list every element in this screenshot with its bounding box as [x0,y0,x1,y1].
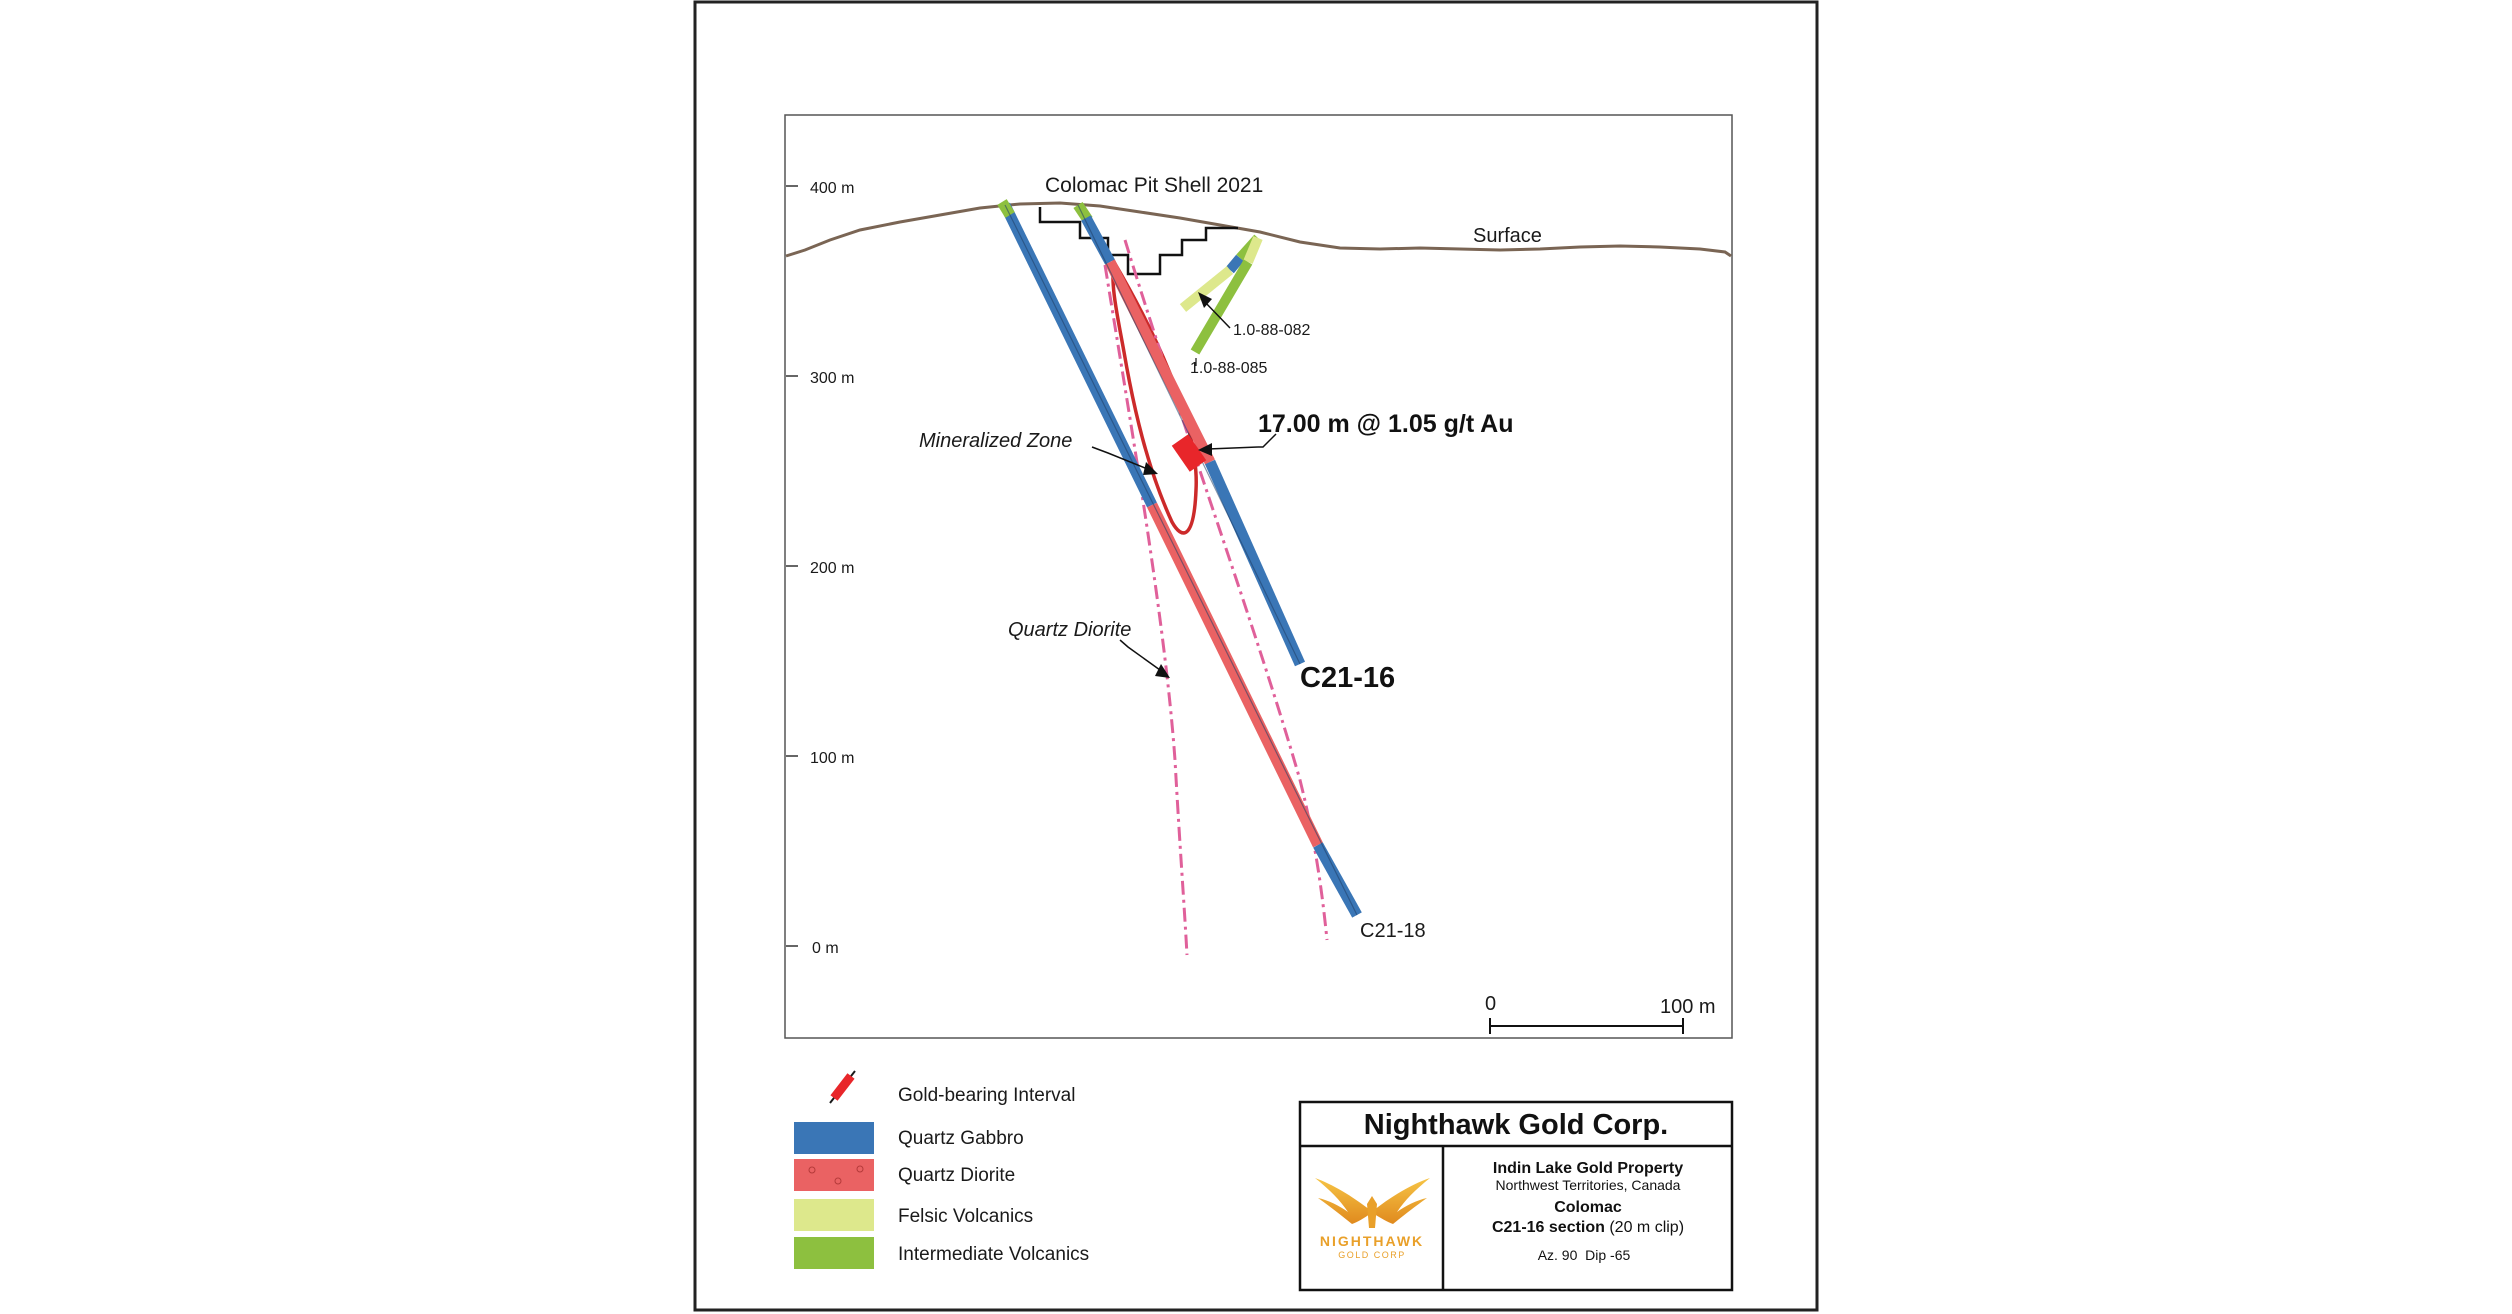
axis-label-100: 100 m [810,750,855,767]
axis-label-0: 0 m [812,940,839,957]
legend-label: Gold-bearing Interval [898,1085,1076,1106]
deposit-name: Colomac [1554,1199,1622,1216]
quartz-diorite-swatch [794,1159,874,1191]
legend-label: Felsic Volcanics [898,1206,1034,1227]
axis-label-400: 400 m [810,180,855,197]
logo-subtext: GOLD CORP [1338,1250,1406,1260]
axis-label-200: 200 m [810,560,855,577]
property-name: Indin Lake Gold Property [1492,1160,1684,1177]
scale-bar-end-label: 100 m [1660,996,1716,1018]
pit-shell-label: Colomac Pit Shell 2021 [1045,174,1264,197]
hole-label-1-0-88-085: 1.0-88-085 [1190,360,1268,377]
section-orientation: Az. 90 Dip -65 [1537,1247,1631,1263]
hole-label-c21-16: C21-16 [1300,662,1396,694]
surface-label: Surface [1473,225,1542,247]
felsic-volcanics-swatch [794,1199,874,1231]
company-name: Nighthawk Gold Corp. [1363,1109,1669,1141]
quartz-gabbro-swatch [794,1122,874,1154]
section-clip: (20 m clip) [1604,1219,1685,1236]
scale-bar-start-label: 0 [1485,993,1497,1015]
section-name [1492,1219,1684,1236]
property-location: Northwest Territories, Canada [1495,1177,1681,1193]
quartz-diorite-label: Quartz Diorite [1008,619,1132,641]
intercept-label: 17.00 m @ 1.05 g/t Au [1258,410,1514,438]
axis-label-300: 300 m [810,370,855,387]
title-block [1300,1102,1732,1290]
legend-label: Intermediate Volcanics [898,1244,1090,1265]
intermediate-volcanics-swatch [794,1237,874,1269]
legend-label: Quartz Diorite [898,1165,1016,1186]
hole-label-c21-18: C21-18 [1360,920,1426,942]
section-name-bold: C21-16 section [1491,1219,1605,1236]
legend-label: Quartz Gabbro [898,1128,1024,1149]
logo-wordmark: NIGHTHAWK [1319,1233,1425,1249]
hole-label-1-0-88-082: 1.0-88-082 [1233,322,1311,339]
mineralized-zone-label: Mineralized Zone [919,430,1073,452]
